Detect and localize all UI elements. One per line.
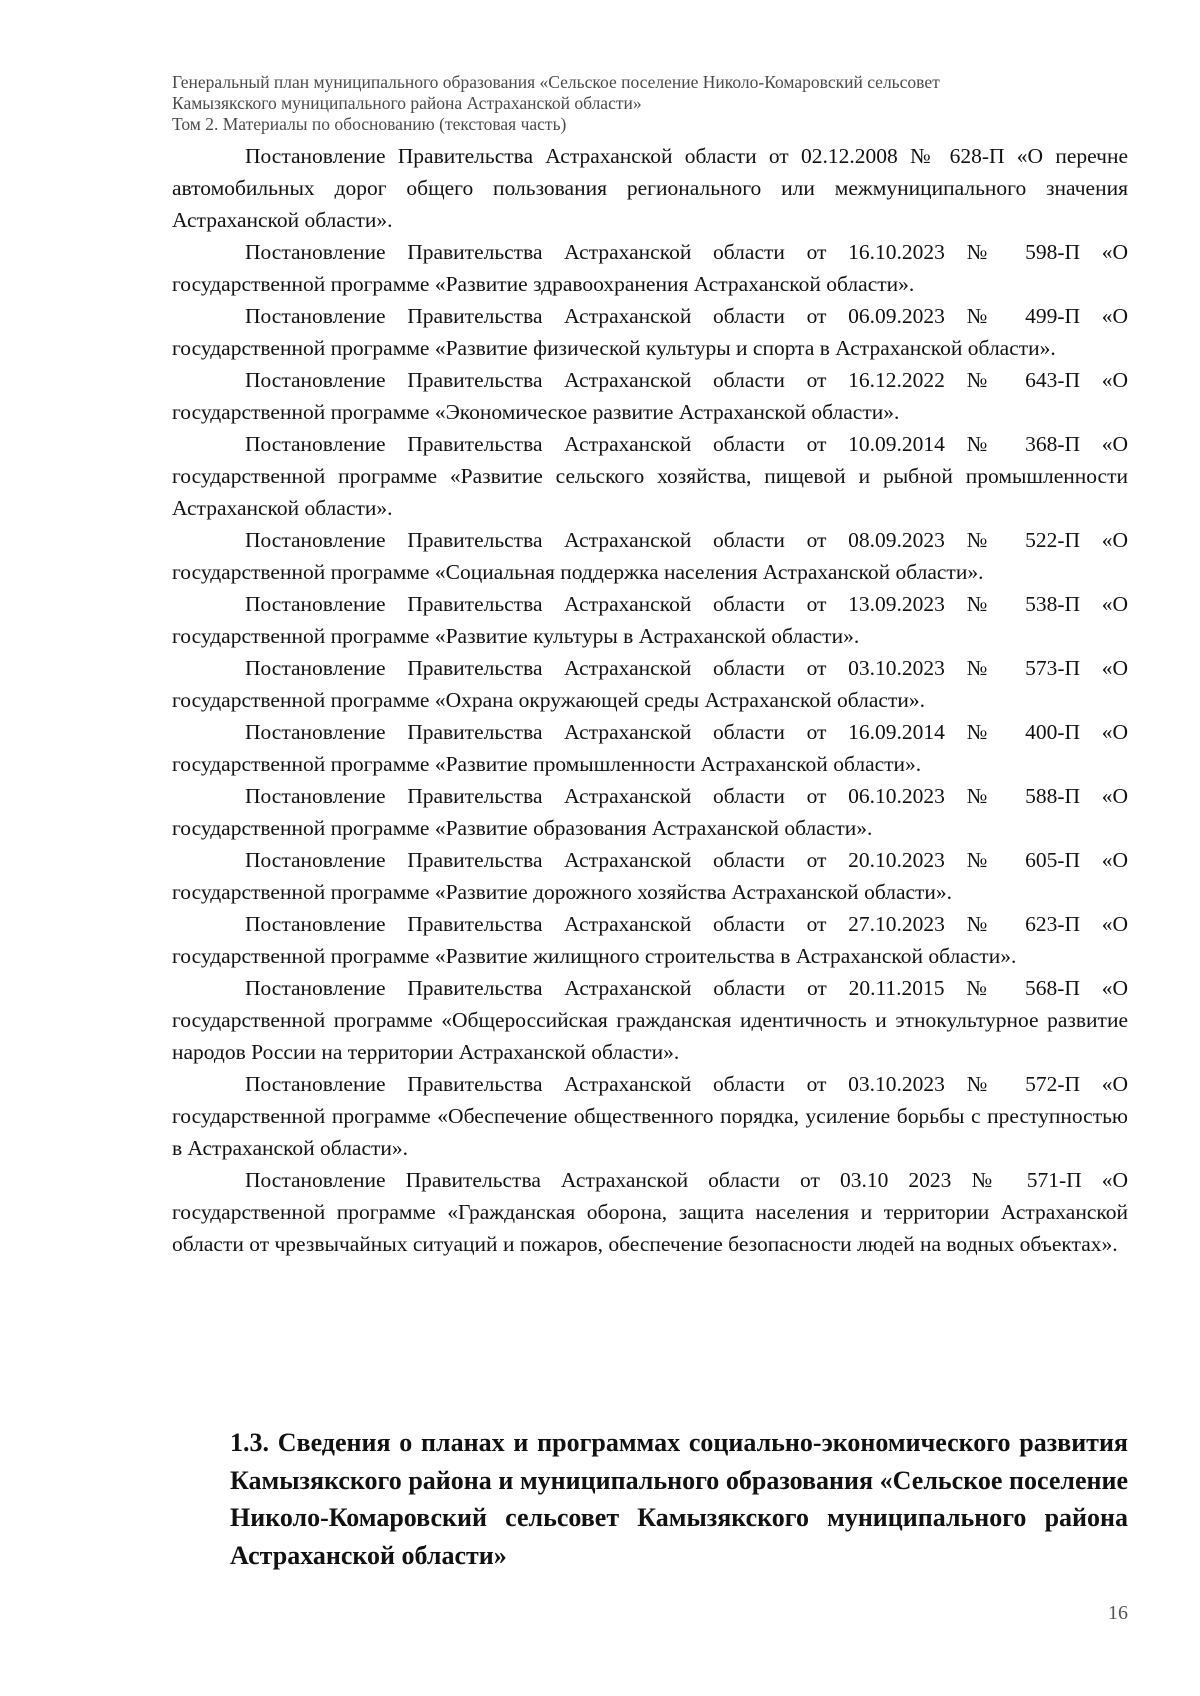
header-line-3: Том 2. Материалы по обоснованию (текстовая часть) (172, 114, 567, 134)
paragraph: Постановление Правительства Астраханской области от 08.09.2023 № 522-П «О государственной программе «Социальная поддержка населения Астраханской области». (172, 528, 1128, 584)
paragraph: Постановление Правительства Астраханской области от 20.10.2023 № 605-П «О государственной программе «Развитие дорожного хозяйства Астраханской области». (172, 848, 1128, 904)
paragraph: Постановление Правительства Астраханской области от 06.10.2023 № 588-П «О государственной программе «Развитие образования Астраханской области». (172, 784, 1128, 840)
paragraph: Постановление Правительства Астраханской области от 03.10.2023 № 573-П «О государственной программе «Охрана окружающей среды Астраханской области». (172, 656, 1128, 712)
paragraph: Постановление Правительства Астраханской области от 02.12.2008 № 628-П «О перечне автомобильных дорог общего пользования регионального или межмуниципального значения Астраханской области». (172, 144, 1128, 232)
paragraph: Постановление Правительства Астраханской области от 16.12.2022 № 643-П «О государственной программе «Экономическое развитие Астраханской области». (172, 368, 1128, 424)
page-number: 16 (1108, 1602, 1128, 1624)
paragraph: Постановление Правительства Астраханской области от 27.10.2023 № 623-П «О государственной программе «Развитие жилищного строительства в Астраханской области». (172, 912, 1128, 968)
running-header (172, 72, 1128, 135)
body-text (172, 140, 1128, 1260)
paragraph: Постановление Правительства Астраханской области от 03.10.2023 № 572-П «О государственной программе «Обеспечение общественного порядка, усиление борьбы с преступностью в Астраханской области». (172, 1072, 1128, 1160)
paragraph: Постановление Правительства Астраханской области от 16.09.2014 № 400-П «О государственной программе «Развитие промышленности Астраханской области». (172, 720, 1128, 776)
header-line-1: Генеральный план муниципального образования «Сельское поселение Николо-Комаровский сельсовет (172, 72, 940, 92)
paragraph: Постановление Правительства Астраханской области от 20.11.2015 № 568-П «О государственной программе «Общероссийская гражданская идентичность и этнокультурное развитие народов России на территории Астраханской области». (172, 976, 1128, 1064)
section-heading: 1.3. Сведения о планах и программах социально-экономического развития Камызякского района и муниципального образования «Сельское поселение Николо-Комаровский сельсовет Камызякского муниципального района Астраханской области» (230, 1428, 1128, 1570)
paragraph: Постановление Правительства Астраханской области от 10.09.2014 № 368-П «О государственной программе «Развитие сельского хозяйства, пищевой и рыбной промышленности Астраханской области». (172, 432, 1128, 520)
header-line-2: Камызякского муниципального района Астраханской области» (172, 93, 642, 113)
paragraph: Постановление Правительства Астраханской области от 03.10 2023 № 571-П «О государственной программе «Гражданская оборона, защита населения и территории Астраханской области от чрезвычайных ситуаций и пожаров, обеспечение безопасности людей на водных объектах». (172, 1168, 1128, 1256)
paragraph: Постановление Правительства Астраханской области от 16.10.2023 № 598-П «О государственной программе «Развитие здравоохранения Астраханской области». (172, 240, 1128, 296)
paragraph: Постановление Правительства Астраханской области от 06.09.2023 № 499-П «О государственной программе «Развитие физической культуры и спорта в Астраханской области». (172, 304, 1128, 360)
paragraph: Постановление Правительства Астраханской области от 13.09.2023 № 538-П «О государственной программе «Развитие культуры в Астраханской области». (172, 592, 1128, 648)
